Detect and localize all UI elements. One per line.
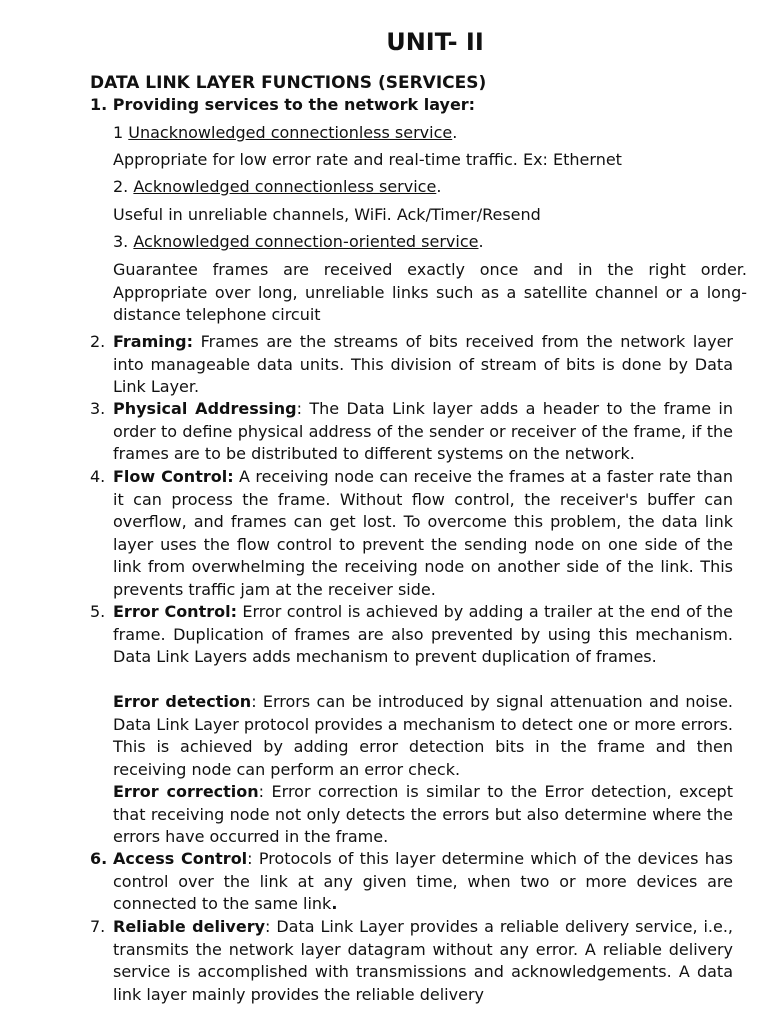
service-3-name: Acknowledged connection-oriented service <box>133 232 479 251</box>
error-correction-term: Error correction <box>113 782 259 801</box>
item-7-term: Reliable delivery <box>113 917 266 936</box>
item-1-heading <box>90 94 475 117</box>
service-3-heading: 3. Acknowledged connection-oriented service. <box>113 232 484 251</box>
service-2-description: Useful in unreliable channels, WiFi. Ack/Timer/Resend <box>113 205 541 224</box>
service-1-description: Appropriate for low error rate and real-time traffic. Ex: Ethernet <box>113 150 622 169</box>
service-2-name: Acknowledged connectionless service <box>133 177 437 196</box>
item-2-term: Framing: <box>113 332 193 351</box>
item-4-term: Flow Control: <box>113 467 234 486</box>
item-2-number: 2. <box>90 332 106 351</box>
item-7-number: 7. <box>90 917 106 936</box>
item-4-text: Flow Control: A receiving node can receive the frames at a faster rate than it can process the frame. Without flow control, the receiver's buffer can overflow, and frames can get lost. To overcome this problem, the data link layer uses the flow control to prevent the sending node on one side of the link from overwhelming the receiving node on another side of the link. This prevents traffic jam at the receiver side. <box>113 467 734 599</box>
item-5-term: Error Control: <box>113 602 237 621</box>
error-correction-text: Error correction: Error correction is similar to the Error detection, except that receiving node not only detects the errors but also determine where the errors have occurred in the frame. <box>113 782 733 846</box>
item-6-text: Access Control: Protocols of this layer determine which of the devices has control over the link at any given time, when two or more devices are connected to the same link. <box>113 849 733 913</box>
unit-title: UNIT- II <box>386 28 484 56</box>
item-4-number: 4. <box>90 467 106 486</box>
item-1-title: Providing services to the network layer: <box>112 95 476 114</box>
error-detection-term: Error detection <box>113 692 252 711</box>
item-7-text: Reliable delivery: Data Link Layer provides a reliable delivery service, i.e., transmits the network layer datagram without any error. A reliable delivery service is accomplished with transmissions and acknowledgements. A data link layer mainly provides the reliable delivery <box>113 917 734 1004</box>
item-2-text: Framing: Frames are the streams of bits received from the network layer into manageable data units. This division of stream of bits is done by Data Link Layer. <box>113 332 733 396</box>
section-heading: DATA LINK LAYER FUNCTIONS (SERVICES) <box>90 73 487 93</box>
service-3-description: Guarantee frames are received exactly once and in the right order. Appropriate over long, unreliable links such as a satellite channel or a long-distance telephone circuit <box>113 260 747 324</box>
item-3-number: 3. <box>90 399 106 418</box>
item-5-text: Error Control: Error control is achieved by adding a trailer at the end of the frame. Duplication of frames are also prevented by using this mechanism. Data Link Layers adds mechanism to prevent duplication of frames. <box>113 602 734 666</box>
item-3-text: Physical Addressing: The Data Link layer adds a header to the frame in order to define physical address of the sender or receiver of the frame, if the frames are to be distributed to different systems on the network. <box>113 399 733 463</box>
item-3-term: Physical Addressing <box>113 399 297 418</box>
item-1-number: 1. <box>90 95 108 114</box>
service-2-heading: 2. Acknowledged connectionless service. <box>113 177 442 196</box>
item-6-term: Access Control <box>113 849 248 868</box>
item-6-number: 6. <box>90 849 108 868</box>
service-1-heading: 1 Unacknowledged connectionless service. <box>113 123 458 142</box>
service-1-name: Unacknowledged connectionless service <box>128 123 453 142</box>
error-detection-text: Error detection: Errors can be introduced by signal attenuation and noise. Data Link Layer protocol provides a mechanism to detect one or more errors. This is achieved by adding error detection bits in the frame and then receiving node can perform an error check. <box>113 692 733 779</box>
item-5-number: 5. <box>90 602 106 621</box>
